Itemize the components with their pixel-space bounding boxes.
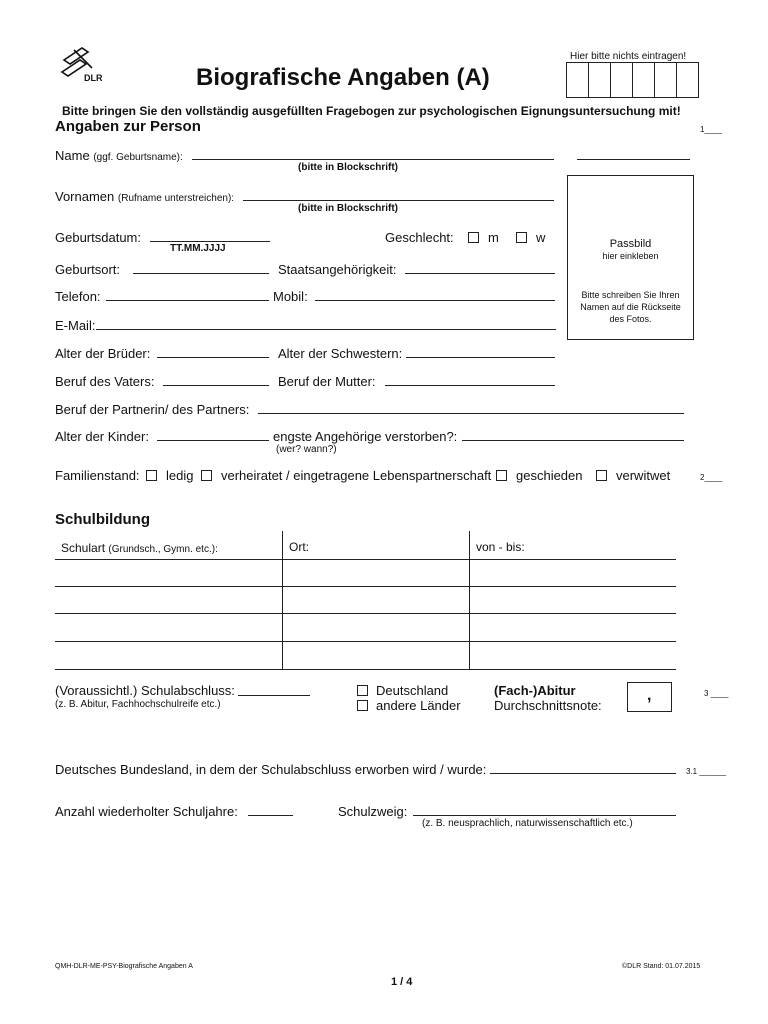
passbild-subtitle: hier einkleben [602,251,659,261]
durchschnitt-label: Durchschnittsnote: [494,698,602,713]
note-comma: , [647,687,652,704]
page-title: Biografische Angaben (A) [196,64,490,91]
vater-field[interactable] [163,385,269,386]
instruction-text: Bitte bringen Sie den vollständig ausgefüllten Fragebogen zur psychologischen Eignungsuntersuchung mit! [62,104,681,118]
office-boxes [566,62,699,98]
name-field[interactable] [192,159,554,160]
geschlecht-label: Geschlecht: [385,230,454,245]
vornamen-hint: (Rufname unterstreichen): [117,193,235,204]
deutschland-checkbox[interactable] [357,685,368,696]
andere-laender-label: andere Länder [376,698,461,713]
bundesland-label: Deutsches Bundesland, in dem der Schulabschluss erworben wird / wurde: [55,762,487,777]
birth-name-field[interactable] [577,159,690,160]
date-format-hint: TT.MM.JJJJ [170,243,226,254]
mutter-label: Beruf der Mutter: [278,374,376,389]
email-field[interactable] [96,329,556,330]
geschieden-label: geschieden [516,468,583,483]
logo-text: DLR [84,73,103,83]
mutter-field[interactable] [385,385,555,386]
verwitwet-checkbox[interactable] [596,470,607,481]
verstorben-hint: (wer? wann?) [276,444,337,455]
geburtsort-label: Geburtsort: [55,262,121,277]
schwestern-label: Alter der Schwestern: [278,346,403,361]
abschluss-label: (Voraussichtl.) Schulabschluss: [55,683,235,698]
abschluss-hint: (z. B. Abitur, Fachhochschulreife etc.) [55,699,221,710]
name-label: Name [55,148,90,163]
footer-copyright: ©DLR Stand: 01.07.2015 [622,963,701,970]
vornamen-label: Vornamen [55,189,115,204]
geburtsdatum-field[interactable] [150,241,270,242]
page-number: 1 / 4 [391,976,413,988]
note-box[interactable] [627,682,672,712]
sex-w-checkbox[interactable] [516,232,527,243]
sex-m-label: m [488,230,499,245]
wiederholt-field[interactable] [248,815,293,816]
schulzweig-hint: (z. B. neusprachlich, naturwissenschaftlich etc.) [422,818,633,829]
ledig-checkbox[interactable] [146,470,157,481]
schulzweig-field[interactable] [413,815,676,816]
bundesland-field[interactable] [490,773,676,774]
verwitwet-label: verwitwet [616,468,671,483]
passbild-box [567,175,694,340]
staatsangehoerigkeit-field[interactable] [405,273,555,274]
score-field-2[interactable]: 2____ [700,473,723,482]
geschieden-checkbox[interactable] [496,470,507,481]
sex-w-label: w [536,230,546,245]
name-hint: (ggf. Geburtsname): [93,152,183,163]
section-title-schule: Schulbildung [55,511,150,528]
partner-field[interactable] [258,413,684,414]
mobil-field[interactable] [315,300,555,301]
vornamen-field[interactable] [243,200,554,201]
schulzweig-label: Schulzweig: [338,804,408,819]
sex-m-checkbox[interactable] [468,232,479,243]
verheiratet-checkbox[interactable] [201,470,212,481]
verstorben-field[interactable] [462,440,684,441]
verheiratet-label: verheiratet / eingetragene Lebenspartnerschaft [221,468,492,483]
brueder-label: Alter der Brüder: [55,346,151,361]
telefon-field[interactable] [106,300,269,301]
col-von-bis-label: von - bis: [476,540,525,554]
score-field-31[interactable]: 3.1 ______ [686,767,727,776]
familienstand-label: Familienstand: [55,468,140,483]
wiederholt-label: Anzahl wiederholter Schuljahre: [55,804,238,819]
passbild-note: Bitte schreiben Sie Ihren Namen auf die Rückseite des Fotos. [580,290,681,324]
kinder-field[interactable] [157,440,269,441]
school-table [55,531,676,670]
col-schulart-hint: (Grundsch., Gymn. etc.): [108,544,218,555]
abitur-label: (Fach-)Abitur [494,683,576,698]
geburtsdatum-label: Geburtsdatum: [55,230,141,245]
dlr-logo [58,46,104,86]
col-ort-label: Ort: [289,540,309,554]
col-schulart-label: Schulart [61,541,106,555]
geburtsort-field[interactable] [133,273,269,274]
telefon-label: Telefon: [55,289,101,304]
email-label: E-Mail: [55,318,96,333]
blockschrift-hint-1: (bitte in Blockschrift) [298,162,399,173]
andere-laender-checkbox[interactable] [357,700,368,711]
kinder-label: Alter der Kinder: [55,429,149,444]
schwestern-field[interactable] [406,357,555,358]
office-note: Hier bitte nichts eintragen! [570,51,687,62]
staatsangehoerigkeit-label: Staatsangehörigkeit: [278,262,397,277]
blockschrift-hint-2: (bitte in Blockschrift) [298,203,399,214]
deutschland-label: Deutschland [376,683,449,698]
mobil-label: Mobil: [273,289,308,304]
brueder-field[interactable] [157,357,269,358]
passbild-title: Passbild [609,238,652,250]
score-field-1[interactable]: 1____ [700,125,723,134]
vater-label: Beruf des Vaters: [55,374,155,389]
partner-label: Beruf der Partnerin/ des Partners: [55,402,250,417]
verstorben-label: engste Angehörige verstorben?: [273,429,458,444]
score-field-3[interactable]: 3 ____ [704,689,729,698]
section-title-person: Angaben zur Person [55,118,201,135]
footer-document-id: QMH-DLR-ME-PSY-Biografische Angaben A [55,963,193,970]
abschluss-field[interactable] [238,695,310,696]
ledig-label: ledig [166,468,194,483]
